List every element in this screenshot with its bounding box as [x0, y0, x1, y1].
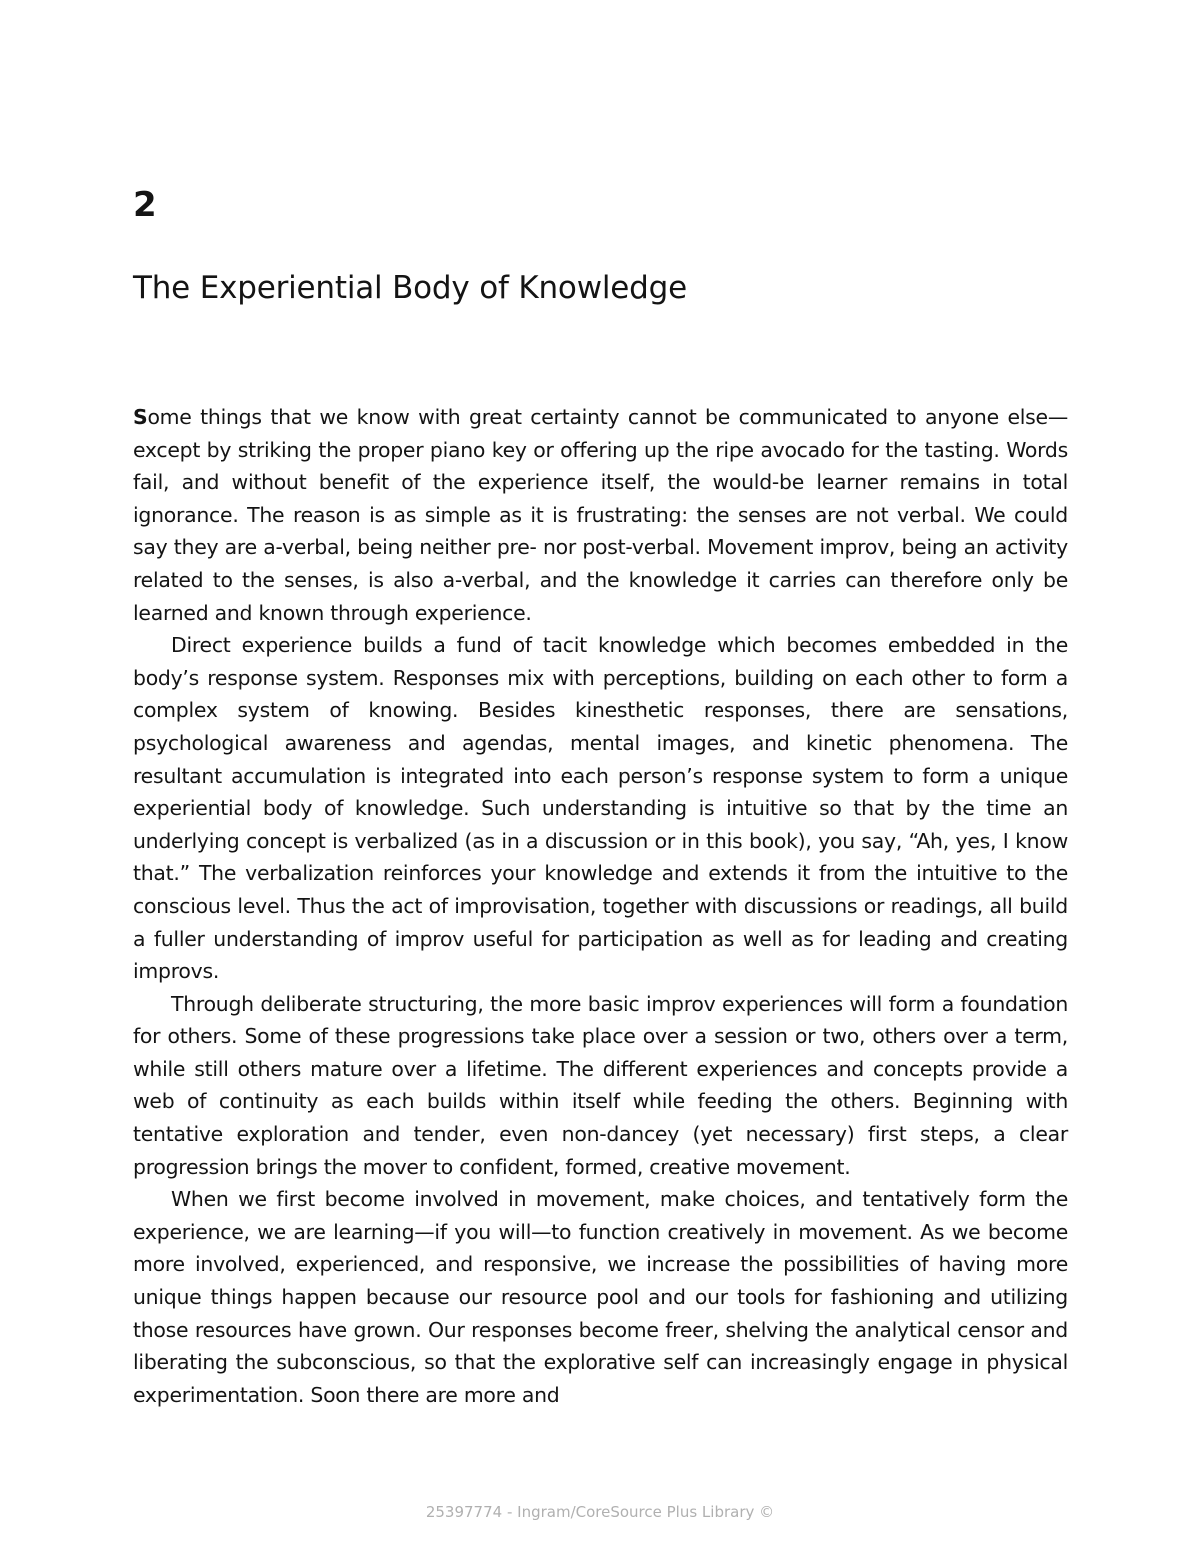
chapter-number: 2 — [133, 185, 157, 225]
paragraph-1-initial: S — [133, 405, 148, 429]
paragraph-1-text: ome things that we know with great certainty cannot be communicated to anyone else—except by striking the proper piano key or offering up the ripe avocado for the tasting. Words fail, and without benefit of the experience itself, the would-be learner remains in total ignorance. The reason is as simple as it is frustrating: the senses are not verbal. We could say they are a-verbal, being neither pre- nor post-verbal. Movement improv, being an activity related to the senses, is also a-verbal, and the knowledge it carries can therefore only be learned and known through experience. — [133, 405, 1068, 625]
paragraph-3: Through deliberate structuring, the more basic improv experiences will form a foundation for others. Some of these progressions take place over a session or two, others over a term, while still others mature over a lifetime. The different experiences and concepts provide a web of continuity as each builds within itself while feeding the others. Beginning with tentative exploration and tender, even non-dancey (yet necessary) first steps, a clear progression brings the mover to confident, formed, creative movement. — [133, 991, 1068, 1179]
paragraph-4: When we first become involved in movement, make choices, and tentatively form the experience, we are learning—if you will—to function creatively in movement. As we become more involved, experienced, and responsive, we increase the possibilities of having more unique things happen because our resource pool and our tools for fashioning and utilizing those resources have grown. Our responses become freer, shelving the analytical censor and liberating the subconscious, so that the explorative self can increasingly engage in physical experimentation. Soon there are more and — [133, 1187, 1068, 1407]
paragraph-1 — [133, 401, 1068, 629]
paragraph-2: Direct experience builds a fund of tacit knowledge which becomes embedded in the body’s response system. Responses mix with perceptions, building on each other to form a complex system of knowing. Besides kinesthetic responses, there are sensations, psychological awareness and agendas, mental images, and kinetic phenomena. The resultant accumulation is integrated into each person’s response system to form a unique experiential body of knowledge. Such understanding is intuitive so that by the time an underlying concept is verbalized (as in a discussion or in this book), you say, “Ah, yes, I know that.” The verbalization reinforces your knowledge and extends it from the intuitive to the conscious level. Thus the act of improvisation, together with discussions or readings, all build a fuller understanding of improv useful for participation as well as for leading and creating improvs. — [133, 633, 1068, 984]
page-footer-watermark: 25397774 - Ingram/CoreSource Plus Library © — [425, 1503, 775, 1521]
chapter-body — [133, 401, 1068, 1411]
chapter-title: The Experiential Body of Knowledge — [133, 270, 687, 306]
